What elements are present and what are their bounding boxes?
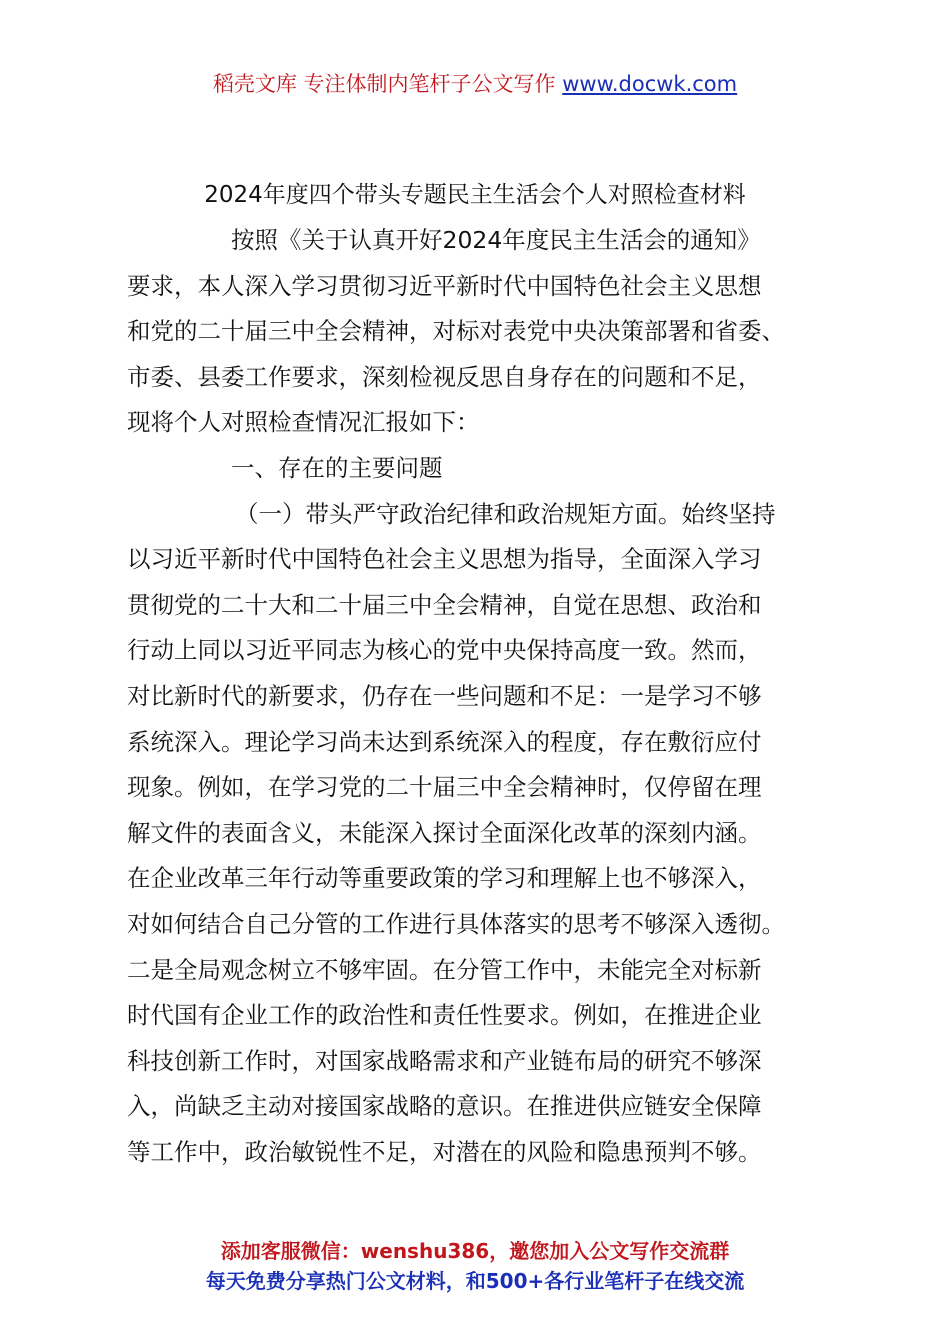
footer-contact-line: 添加客服微信：wenshu386，邀您加入公文写作交流群 xyxy=(220,1239,730,1263)
text-line: 市委、县委工作要求，深刻检视反思自身存在的问题和不足， xyxy=(127,362,762,391)
text-line: 现将个人对照检查情况汇报如下： xyxy=(127,408,480,437)
text-line: 要求，本人深入学习贯彻习近平新时代中国特色社会主义思想 xyxy=(127,271,762,300)
text-line: 解文件的表面含义，未能深入探讨全面深化改革的深刻内涵。 xyxy=(127,818,762,847)
brand-text: 稻壳文库 专注体制内笔杆子公文写作 xyxy=(212,72,556,96)
text-line: 对如何结合自己分管的工作进行具体落实的思考不够深入透彻。 xyxy=(127,909,785,938)
text-line: 现象。例如，在学习党的二十届三中全会精神时，仅停留在理 xyxy=(127,773,762,802)
text-line: 以习近平新时代中国特色社会主义思想为指导，全面深入学习 xyxy=(127,545,762,574)
site-header xyxy=(0,68,950,100)
intro-paragraph xyxy=(127,218,827,446)
text-line: （一）带头严守政治纪律和政治规矩方面。始终坚持 xyxy=(235,499,776,528)
subsection-paragraph xyxy=(127,492,827,1176)
site-link[interactable]: www.docwk.com xyxy=(562,72,738,96)
text-line: 二是全局观念树立不够牢固。在分管工作中，未能完全对标新 xyxy=(127,955,762,984)
text-line: 时代国有企业工作的政治性和责任性要求。例如，在推进企业 xyxy=(127,1001,762,1030)
document-body xyxy=(127,218,827,1175)
footer-promo-line: 每天免费分享热门公文材料，和500+各行业笔杆子在线交流 xyxy=(205,1269,745,1293)
text-line: 科技创新工作时，对国家战略需求和产业链布局的研究不够深 xyxy=(127,1046,762,1075)
text-line: 在企业改革三年行动等重要政策的学习和理解上也不够深入， xyxy=(127,864,762,893)
text-line: 对比新时代的新要求，仍存在一些问题和不足：一是学习不够 xyxy=(127,681,762,710)
text-line: 贯彻党的二十大和二十届三中全会精神，自觉在思想、政治和 xyxy=(127,590,762,619)
text-line: 行动上同以习近平同志为核心的党中央保持高度一致。然而， xyxy=(127,636,762,665)
text-line: 入，尚缺乏主动对接国家战略的意识。在推进供应链安全保障 xyxy=(127,1092,762,1121)
document-title: 2024年度四个带头专题民主生活会个人对照检查材料 xyxy=(204,182,746,208)
text-line: 和党的二十届三中全会精神，对标对表党中央决策部署和省委、 xyxy=(127,317,785,346)
text-line: 按照《关于认真开好2024年度民主生活会的通知》 xyxy=(231,226,761,254)
text-line: 系统深入。理论学习尚未达到系统深入的程度，存在敷衍应付 xyxy=(127,727,762,756)
site-footer xyxy=(0,1236,950,1296)
text-line: 等工作中，政治敏锐性不足，对潜在的风险和隐患预判不够。 xyxy=(127,1137,762,1166)
section-heading: 一、存在的主要问题 xyxy=(231,453,443,482)
